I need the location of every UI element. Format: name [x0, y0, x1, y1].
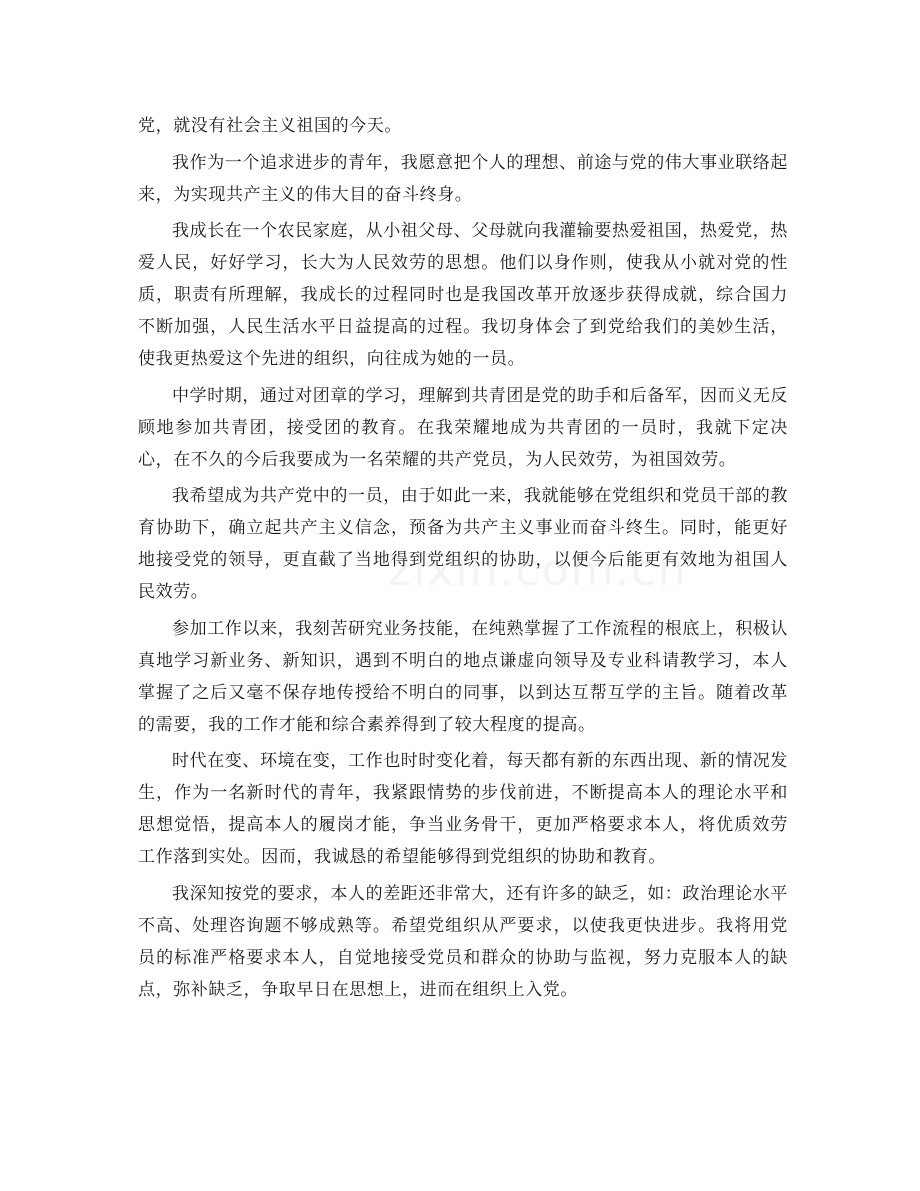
paragraph: 我作为一个追求进步的青年，我愿意把个人的理想、前途与党的伟大事业联络起来，为实现共产主义的伟大目的奋斗终身。 [138, 152, 788, 205]
paragraph: 我希望成为共产党中的一员，由于如此一来，我就能够在党组织和党员干部的教育协助下，确立起共产主义信念，预备为共产主义事业而奋斗终生。同时，能更好地接受党的领导，更直截了当地得到党组织的协助，以便今后能更有效地为祖国人民效劳。 [138, 486, 788, 602]
document-body [138, 110, 788, 1010]
paragraph: 参加工作以来，我刻苦研究业务技能，在纯熟掌握了工作流程的根底上，积极认真地学习新业务、新知识，遇到不明白的地点谦虚向领导及专业科请教学习，本人掌握了之后又毫不保存地传授给不明白的同事，以到达互帮互学的主旨。随着改革的需要，我的工作才能和综合素养得到了较大程度的提高。 [138, 618, 788, 735]
paragraph: 我成长在一个农民家庭，从小祖父母、父母就向我灌输要热爱祖国，热爱党，热爱人民，好好学习，长大为人民效劳的思想。他们以身作则，使我从小就对党的性质，职责有所理解，我成长的过程同时也是我国改革开放逐步获得成就，综合国力不断加强，人民生活水平日益提高的过程。我切身体会了到党给我们的美妙生活，使我更热爱这个先进的组织，向往成为她的一员。 [138, 221, 788, 369]
paragraph: 中学时期，通过对团章的学习，理解到共青团是党的助手和后备军，因而义无反顾地参加共青团，接受团的教育。在我荣耀地成为共青团的一员时，我就下定决心，在不久的今后我要成为一名荣耀的共产党员，为人民效劳，为祖国效劳。 [138, 385, 788, 470]
paragraph-continuation: 党，就没有社会主义祖国的今天。 [138, 116, 402, 136]
paragraph: 我深知按党的要求，本人的差距还非常大，还有许多的缺乏，如：政治理论水平不高、处理咨询题不够成熟等。希望党组织从严要求，以使我更快进步。我将用党员的标准严格要求本人，自觉地接受党员和群众的协助与监视，努力克服本人的缺点，弥补缺乏，争取早日在思想上，进而在组织上入党。 [138, 883, 788, 1000]
paragraph: 时代在变、环境在变，工作也时时变化着，每天都有新的东西出现、新的情况发生，作为一名新时代的青年，我紧跟情势的步伐前进，不断提高本人的理论水平和思想觉悟，提高本人的履岗才能，争当业务骨干，更加严格要求本人，将优质效劳工作落到实处。因而，我诚恳的希望能够得到党组织的协助和教育。 [138, 751, 788, 867]
